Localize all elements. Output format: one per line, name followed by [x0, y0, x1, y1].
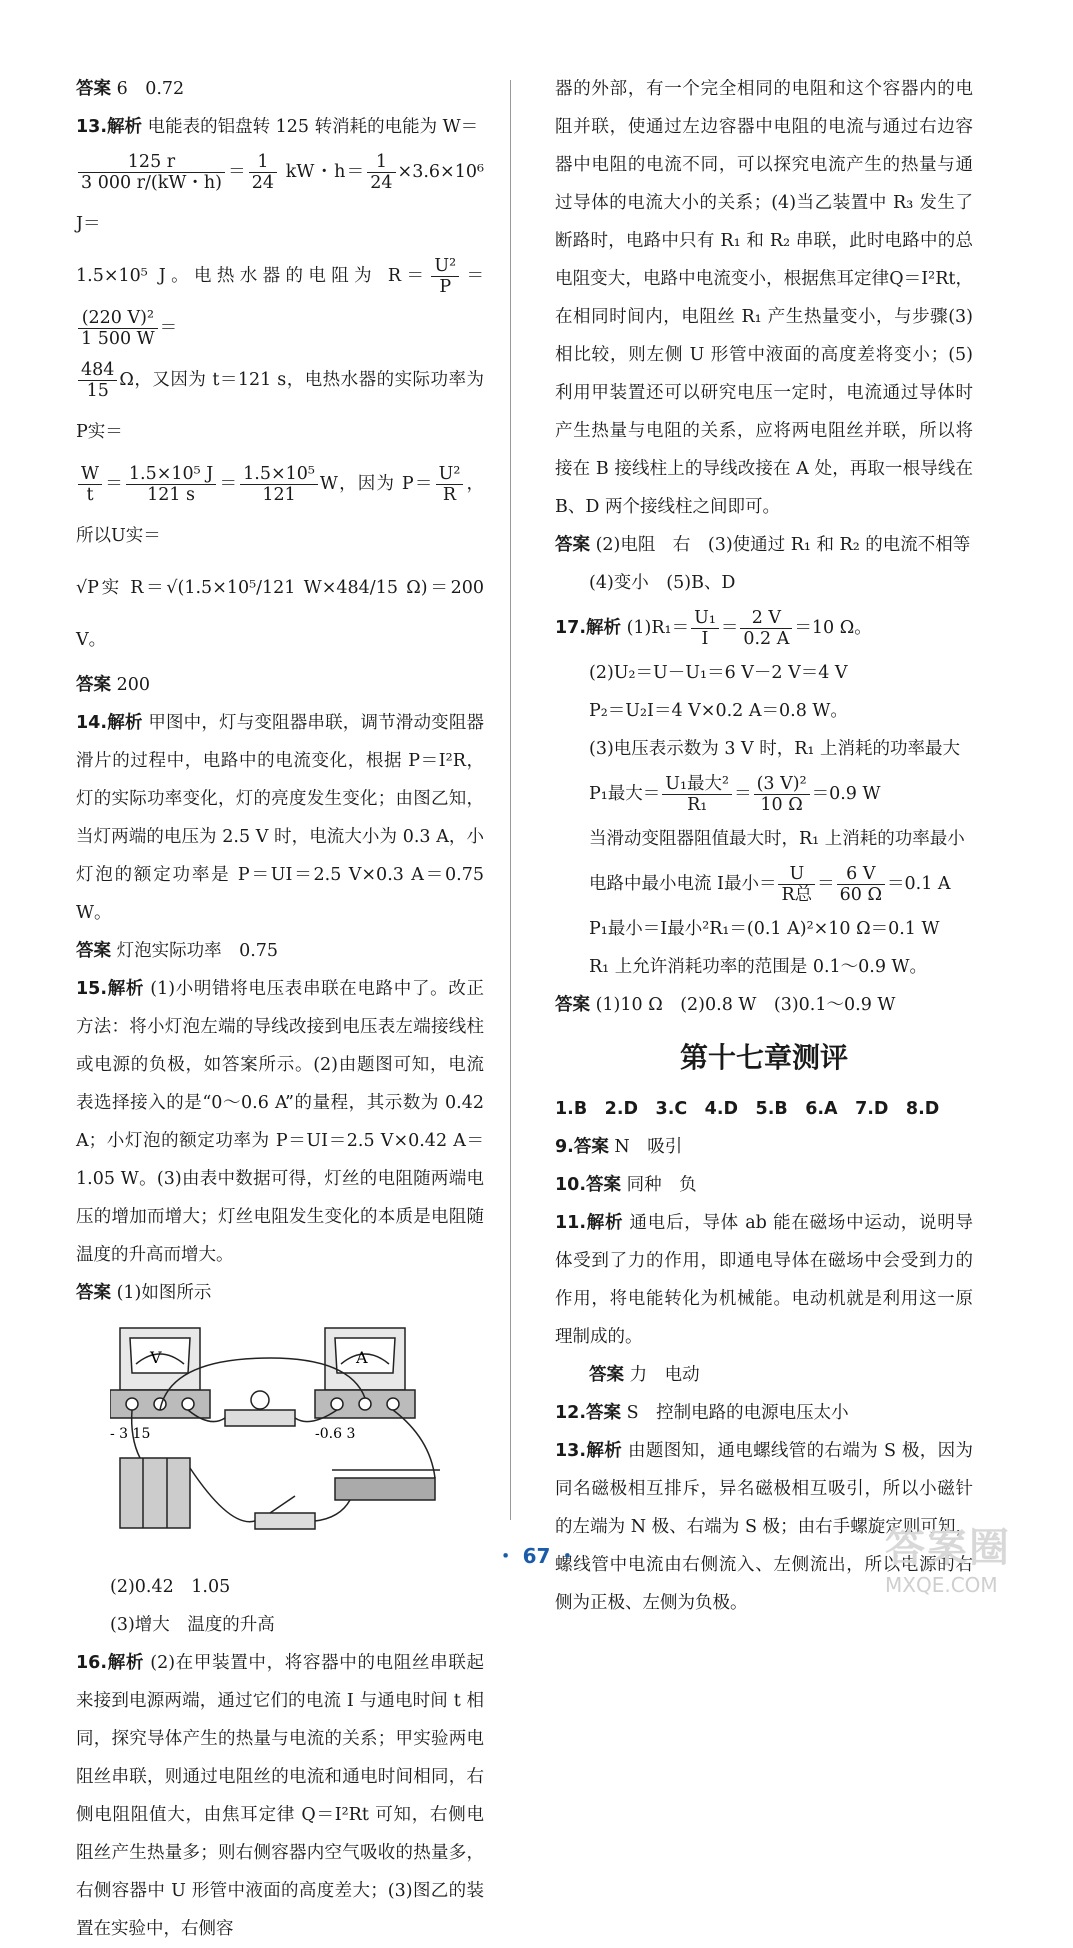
answer-11	[555, 1356, 973, 1394]
fraction	[662, 774, 732, 815]
answer-text: (3)增大 温度的升高	[110, 1615, 275, 1635]
fraction	[431, 256, 459, 297]
fraction	[691, 608, 719, 649]
chapter-title: 第十七章测评	[679, 1041, 848, 1074]
answer-label: 答案	[589, 1365, 624, 1385]
fraction	[837, 864, 885, 905]
text: 甲图中，灯与变阻器串联，调节滑动变阻器滑片的过程中，电路中的电流变化，根据 P＝I²R，灯的实际功率变化，灯的亮度发生变化；由图乙知，当灯两端的电压为 2.5 V 时，电流大小为 0.3 A，小灯泡的额定功率是 P＝UI＝2.5 V×0.3 A＝0.75 W。	[76, 713, 485, 923]
denominator: I	[701, 629, 709, 649]
analysis-label: 解析	[586, 1213, 624, 1233]
rheostat	[335, 1478, 435, 1500]
question-number: 9.	[555, 1137, 574, 1157]
text: (2)U₂＝U－U₁＝6 V－2 V＝4 V	[589, 663, 848, 683]
question-number: 11.	[555, 1213, 587, 1233]
equation-line: $\frac{W}{t}$ ＝ $\frac{\text{1.5×10⁵ J}}{121 s}$ ＝ $\frac{\text{1.5×10⁵}}{121}$ W，因为 P＝ $\frac{\text{U²}}{R}$ ，所以U实＝	[76, 464, 485, 546]
question-number: 17.	[555, 618, 587, 638]
answer-13	[76, 666, 484, 704]
numerator: U²	[431, 256, 459, 277]
numerator: U	[778, 864, 815, 885]
denominator: P	[439, 277, 452, 297]
question-number: 13.	[76, 117, 108, 137]
text: 当滑动变阻器阻值最大时，R₁ 上消耗的功率最小	[589, 829, 965, 849]
denominator: 121	[262, 485, 296, 505]
text: (2)在甲装置中，将容器中的电阻丝串联起来接到电源两端，通过它们的电流 I 与通电时间 t 相同，探究导体产生的热量与电流的关系；甲实验两电阻丝串联，则通过电阻丝的电流和通电时间相同，右侧电阻阻值大，由焦耳定律 Q＝I²Rt 可知，右侧电阻丝产生热量多；则右侧容器内空气吸收的热量多，右侧容器中 U 形管中液面的高度差大；(3)图乙的装置在实验中，右侧容	[76, 1653, 484, 1939]
question-number: 13.	[555, 1441, 587, 1461]
denominator: 121 s	[147, 485, 196, 505]
answer-12	[76, 70, 484, 108]
watermark-top: 答案圈	[885, 1524, 1011, 1571]
battery	[120, 1458, 190, 1528]
switch	[255, 1513, 315, 1529]
answer-text: 灯泡实际功率 0.75	[116, 941, 279, 961]
text: ＝0.9 W	[811, 784, 881, 804]
denominator: 1 500 W	[81, 329, 155, 349]
text: 电路中最小电流 I最小＝	[589, 874, 777, 894]
ammeter-label: A	[356, 1348, 368, 1367]
answer-17	[555, 986, 973, 1024]
answer-label: 答案	[76, 941, 111, 961]
ammeter-terminals: -0.6 3	[315, 1426, 356, 1442]
text: kW・h＝	[285, 162, 366, 182]
analysis-label: 解析	[586, 618, 622, 638]
text: ×3.6×10⁶ J＝	[76, 162, 484, 234]
question-number: 14.	[76, 713, 108, 733]
numerator: 1.5×10⁵ J	[126, 464, 216, 485]
watermark	[885, 1516, 1045, 1597]
left-column	[76, 70, 484, 1948]
denominator: 24	[251, 173, 275, 193]
answer-14	[76, 932, 484, 970]
text: P₁最大＝	[589, 784, 661, 804]
answer-text: 同种 负	[626, 1175, 697, 1195]
answer-10	[555, 1166, 973, 1204]
text: W，因为 P＝	[319, 474, 434, 494]
answer-label: 答案	[573, 1137, 609, 1157]
text: ，所以U实＝	[76, 474, 485, 546]
equation-line	[76, 354, 484, 458]
bulb	[251, 1391, 269, 1409]
analysis-label: 解析	[107, 1653, 145, 1673]
answer-label: 答案	[555, 535, 590, 555]
fraction	[249, 152, 277, 193]
numerator: U₁	[691, 608, 719, 629]
answer-text: 200	[116, 675, 150, 695]
answer-label: 答案	[76, 79, 111, 99]
circuit-figure	[110, 1318, 460, 1548]
fraction	[126, 464, 216, 505]
page-number: ・ 67 ・	[495, 1544, 578, 1568]
answer-label: 答案	[76, 675, 111, 695]
answer-label: 答案	[586, 1403, 622, 1423]
question-13-analysis	[76, 108, 484, 146]
denominator: 15	[86, 381, 109, 401]
numerator: U²	[436, 464, 464, 485]
analysis-label: 解析	[107, 117, 143, 137]
denominator: R	[442, 485, 457, 505]
fraction	[436, 464, 464, 505]
numerator: 125 r	[78, 152, 225, 173]
equation-line: 1.5×10⁵ J。电热水器的电阻为 R＝ $\frac{\text{U²}}{P}$ ＝ $\frac{\text{(220 V)²}}{1 500 W}$ ＝	[76, 256, 485, 349]
denominator: 0.2 A	[743, 629, 790, 649]
fraction	[78, 464, 102, 505]
equation-line: P₁最大＝ $\frac{\text{U₁最大²}}{\text{R₁}}$ ＝ $\frac{\text{(3 V)²}}{10 \Omega}$ ＝0.9 W	[589, 774, 881, 815]
question-number: 10.	[555, 1175, 587, 1195]
equation-line: $\frac{125 r}{3 000 r/(kW・h)}$ ＝ $\frac{1}{24}$ kW・h＝ $\frac{1}{24}$ ×3.6×10⁶ J＝	[76, 152, 484, 234]
fraction	[240, 464, 318, 505]
bulb-board	[225, 1410, 295, 1426]
answer-16	[555, 526, 973, 564]
denominator: 3 000 r/(kW・h)	[81, 173, 222, 193]
fraction	[78, 308, 158, 349]
numerator: 6 V	[837, 864, 885, 885]
numerator: (220 V)²	[78, 308, 158, 329]
numerator: 1	[249, 152, 277, 173]
watermark-bottom: MXQE.COM	[885, 1573, 998, 1597]
denominator: t	[86, 485, 94, 505]
answer-label: 答案	[555, 995, 590, 1015]
question-number: 16.	[76, 1653, 108, 1673]
denominator: 10 Ω	[760, 795, 803, 815]
answer-15	[76, 1274, 484, 1312]
question-11-analysis	[555, 1204, 973, 1356]
question-14-analysis	[76, 704, 484, 932]
text: (3)电压表示数为 3 V 时，R₁ 上消耗的功率最大	[589, 739, 961, 759]
answer-text: N 吸引	[614, 1137, 683, 1157]
numerator: W	[78, 464, 102, 485]
text: R₁ 上允许消耗功率的范围是 0.1～0.9 W。	[589, 957, 928, 977]
answer-label: 答案	[586, 1175, 622, 1195]
analysis-label: 解析	[107, 979, 145, 999]
denominator: R总	[781, 885, 813, 905]
denominator: 60 Ω	[839, 885, 883, 905]
answer-text: (1)10 Ω (2)0.8 W (3)0.1～0.9 W	[595, 995, 896, 1015]
text: Ω，又因为 t＝121 s，电热水器的实际功率为 P实＝	[76, 370, 484, 442]
answer-text: (2)0.42 1.05	[110, 1577, 231, 1597]
text: ＝0.1 A	[887, 874, 951, 894]
fraction	[778, 864, 815, 905]
question-16-continued: 器的外部，有一个完全相同的电阻和这个容器内的电阻并联，使通过左边容器中电阻的电流与通过右边容器中电阻的电流不同，可以探究电流产生的热量与通过导体的电流大小的关系；(4)当乙装置中 R₃ 发生了断路时，电路中只有 R₁ 和 R₂ 串联，此时电路中的总电阻变大，电路中电流变小，根据焦耳定律Q＝I²Rt，在相同时间内，电阻丝 R₁ 产生热量变小，与步骤(3)相比较，则左侧 U 形管中液面的高度差将变小；(5)利用甲装置还可以研究电压一定时，电流通过导体时产生热量与电阻的关系，应将两电阻丝并联，所以将接在 B 接线柱上的导线改接在 A 处，再取一根导线在 B、D 两个接线柱之间即可。	[555, 79, 973, 517]
numerator: 484	[78, 360, 117, 381]
fraction	[754, 774, 810, 815]
numerator: 1.5×10⁵	[240, 464, 318, 485]
analysis-label: 解析	[107, 713, 143, 733]
fraction	[367, 152, 395, 193]
fraction	[740, 608, 792, 649]
text: 电能表的铝盘转 125 转消耗的电能为 W＝	[147, 117, 479, 137]
answer-12-right	[555, 1394, 973, 1432]
analysis-label: 解析	[586, 1441, 623, 1461]
numerator: U₁最大²	[662, 774, 732, 795]
answer-text: (2)电阻 右 (3)使通过 R₁ 和 R₂ 的电流不相等	[595, 535, 971, 555]
question-17-analysis: 17.解析 (1)R₁＝ $\frac{\text{U₁}}{I}$ ＝ $\frac{2 V}{0.2 A}$ ＝10 Ω。	[555, 608, 872, 649]
answer-text: (4)变小 (5)B、D	[589, 573, 736, 593]
answer-9	[555, 1128, 973, 1166]
column-divider	[510, 80, 511, 1520]
answer-text: 6 0.72	[116, 79, 185, 99]
question-number: 15.	[76, 979, 108, 999]
denominator: 24	[370, 173, 393, 193]
right-column	[555, 70, 973, 1622]
numerator: 2 V	[740, 608, 792, 629]
equation-line: √P实 R＝√(1.5×10⁵/121 W×484/15 Ω)＝200 V。	[76, 578, 484, 650]
text: P₂＝U₂I＝4 V×0.2 A＝0.8 W。	[589, 701, 848, 721]
text: 由题图知，通电螺线管的右端为 S 极，因为同名磁极相互排斥，异名磁极相互吸引，所以小磁针的左端为 N 极、右端为 S 极；由右手螺旋定则可知，螺线管中电流由右侧流入、左侧流出，所以电源的右侧为正极、左侧为负极。	[555, 1441, 974, 1613]
text: 1.5×10⁵ J。电热水器的电阻为 R＝	[76, 266, 430, 286]
text: (1)小明错将电压表串联在电路中了。改正方法：将小灯泡左端的导线改接到电压表左端接线柱或电源的负极，如答案所示。(2)由题图可知，电流表选择接入的是“0～0.6 A”的量程，其示数为 0.42 A；小灯泡的额定功率为 P＝UI＝2.5 V×0.42 A＝1.05 W。(3)由表中数据可得，灯丝的电阻随两端电压的增加而增大；灯丝电阻发生变化的本质是电阻随温度的升高而增大。	[76, 979, 484, 1265]
text: ＝10 Ω。	[794, 618, 872, 638]
text: 通电后，导体 ab 能在磁场中运动，说明导体受到了力的作用，即通电导体在磁场中会受到力的作用，将电能转化为机械能。电动机就是利用这一原理制成的。	[555, 1213, 973, 1347]
multiple-choice-answers: 1.B 2.D 3.C 4.D 5.B 6.A 7.D 8.D	[555, 1099, 940, 1119]
question-number: 12.	[555, 1403, 587, 1423]
numerator: (3 V)²	[754, 774, 810, 795]
text: P₁最小＝I最小²R₁＝(0.1 A)²×10 Ω＝0.1 W	[589, 919, 940, 939]
text: (1)R₁＝	[626, 618, 690, 638]
question-15-analysis	[76, 970, 484, 1274]
answer-text: 力 电动	[629, 1365, 700, 1385]
denominator: R₁	[687, 795, 708, 815]
answer-text: (1)如图所示	[116, 1283, 212, 1303]
answer-text: S 控制电路的电源电压太小	[626, 1403, 849, 1423]
answer-label: 答案	[76, 1283, 111, 1303]
numerator: 1	[367, 152, 395, 173]
equation-line: 电路中最小电流 I最小＝ $\frac{U}{\text{R总}}$ ＝ $\frac{6 V}{60 \Omega}$ ＝0.1 A	[589, 864, 951, 905]
fraction	[78, 152, 225, 193]
question-16-analysis	[76, 1644, 484, 1948]
voltmeter-terminals: - 3 15	[110, 1426, 151, 1442]
fraction	[78, 360, 117, 401]
voltmeter-label: V	[150, 1348, 162, 1367]
